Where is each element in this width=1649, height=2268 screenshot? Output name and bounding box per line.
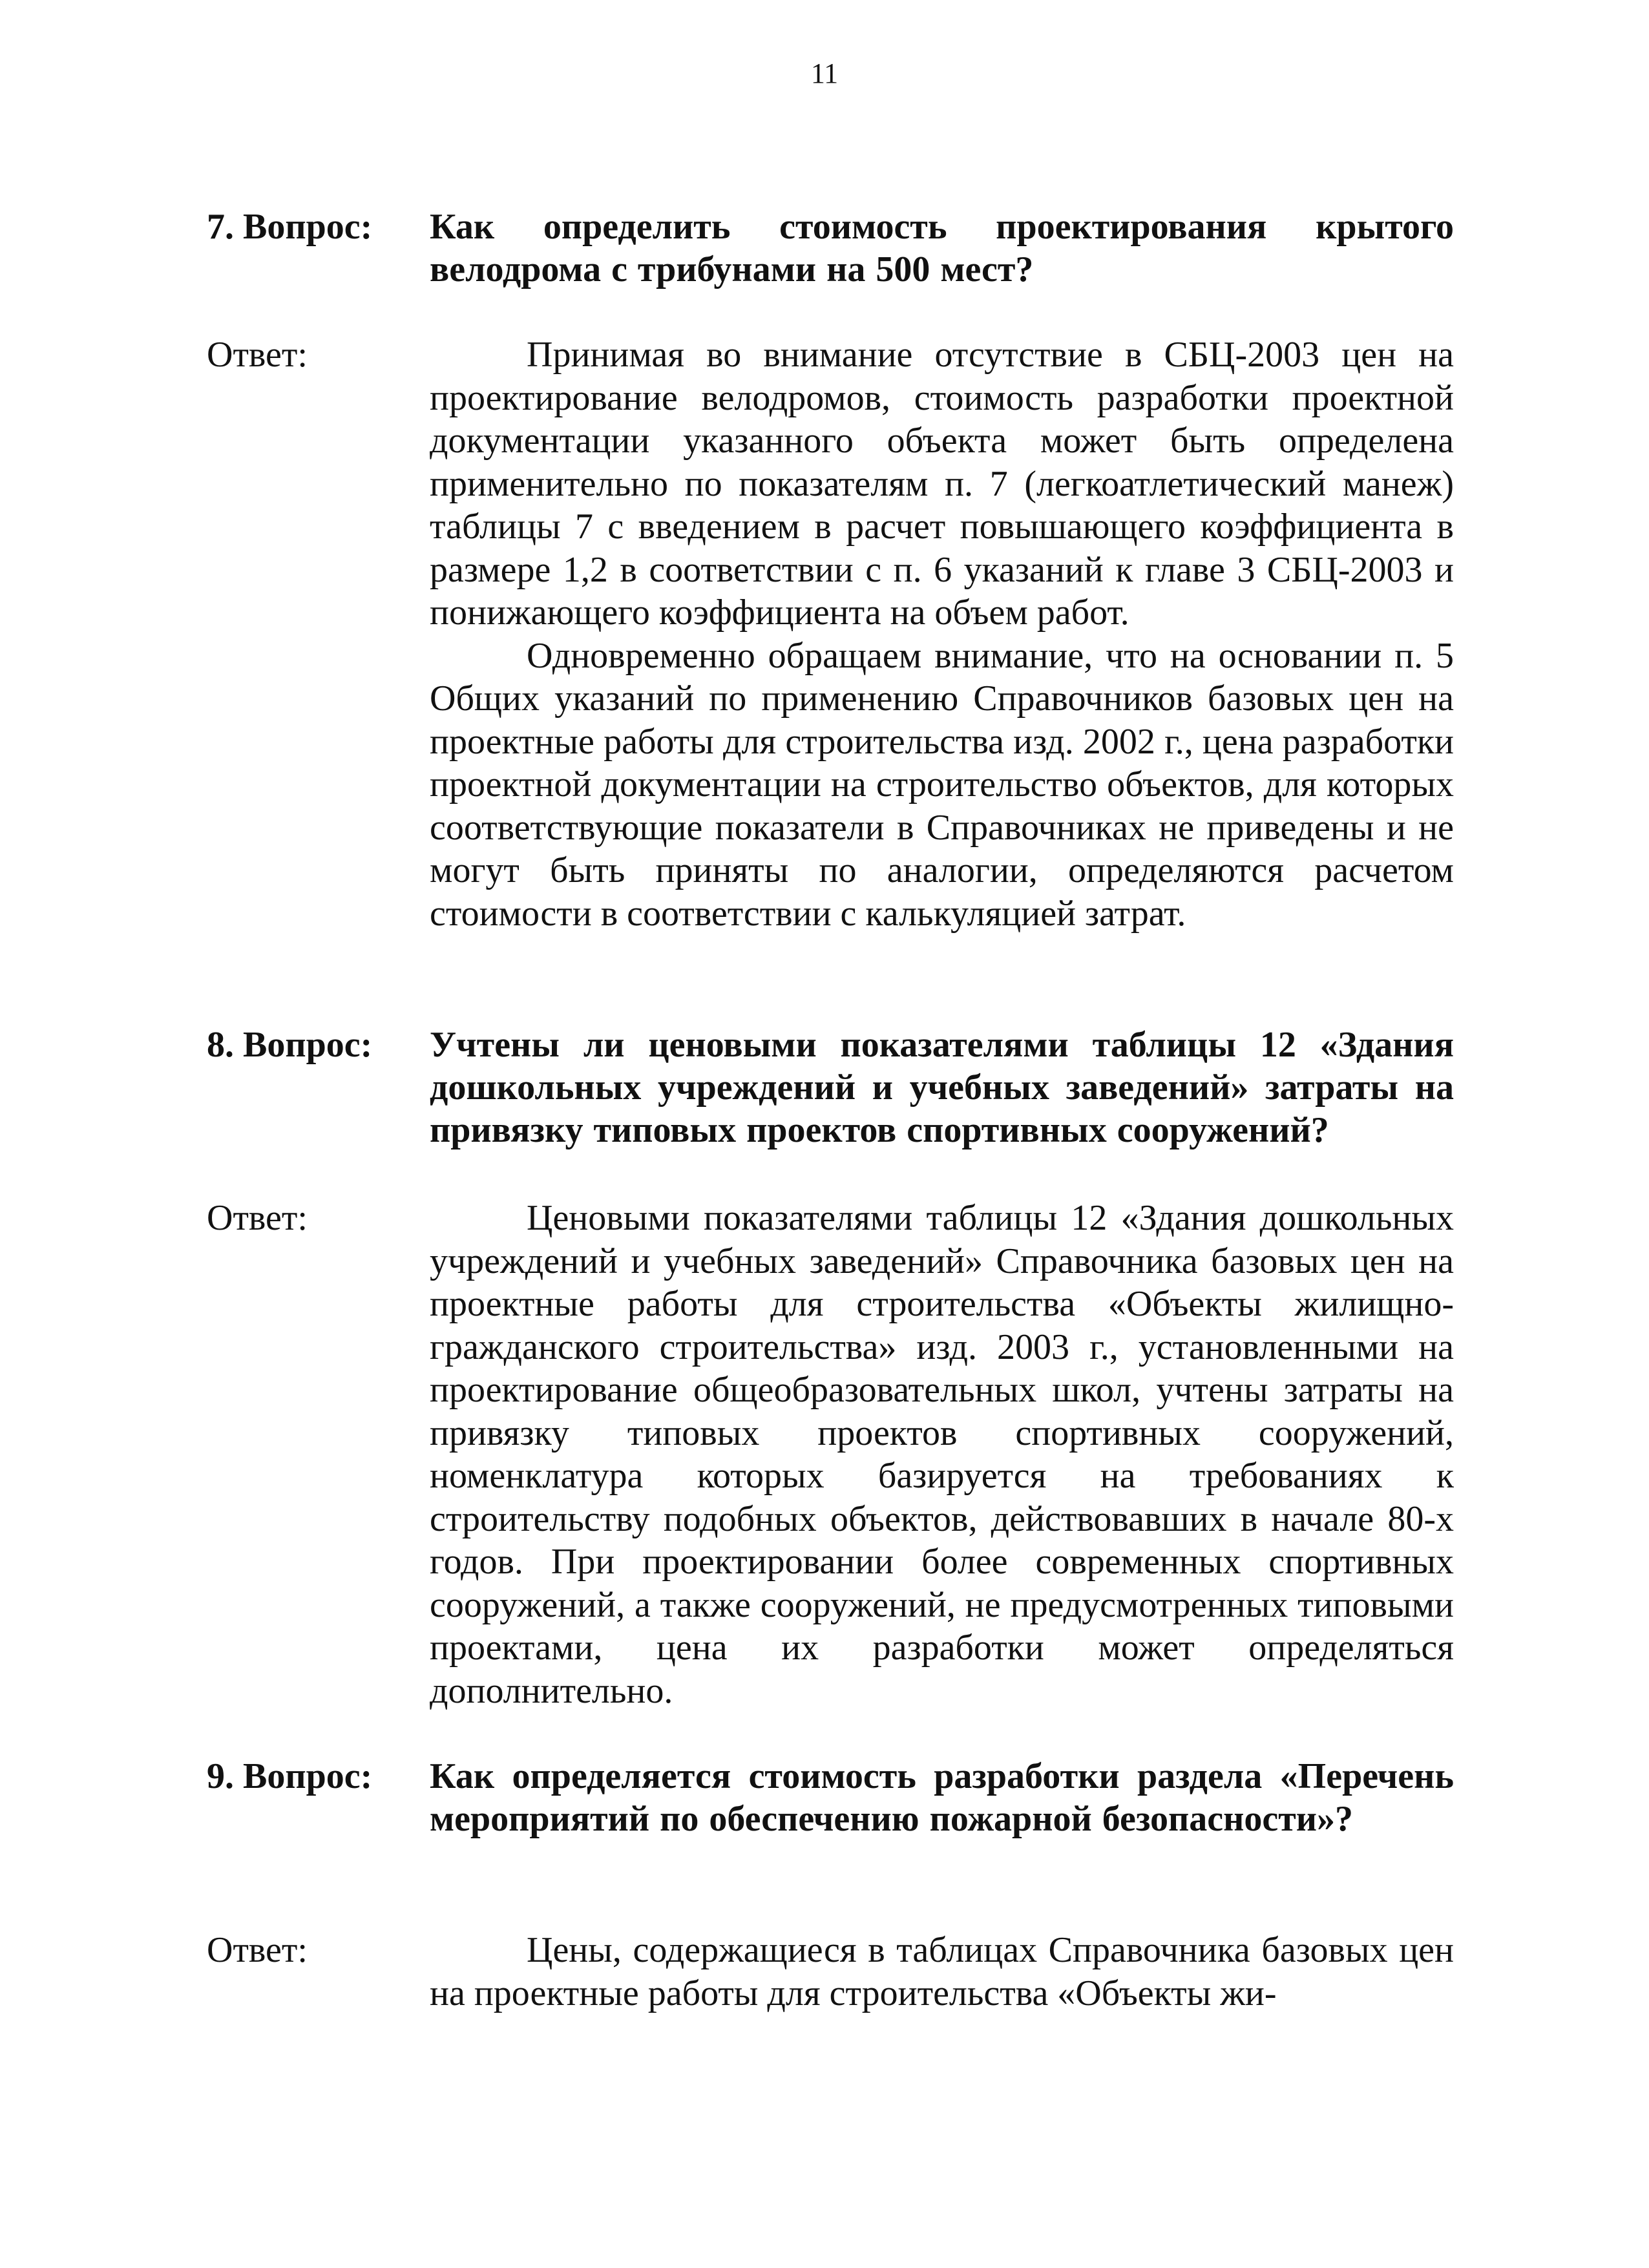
question-text: Учтены ли ценовыми показателями таблицы 12 «Здания дошкольных учреждений и учебных заведений» затраты на привязку типовых проектов спортивных сооружений? (430, 1025, 1454, 1150)
answer-item-9 (207, 1929, 1454, 2015)
answer-text (430, 1929, 1454, 2015)
answer-text (430, 1197, 1454, 1712)
question-text: Как определяется стоимость разработки раздела «Перечень мероприятий по обеспечению пожарной безопасности»? (430, 1756, 1454, 1839)
answer-paragraph: Ценовыми показателями таблицы 12 «Здания дошкольных учреждений и учебных заведений» Справочника базовых цен на проектные работы для строительства «Объекты жилищно-гражданского строительства» изд. 2003 г., установленными на проектирование общеобразовательных школ, учтены затраты на привязку типовых проектов спортивных сооружений, номенклатура которых базируется на требованиях к строительству подобных объектов, действовавших в начале 80-х годов. При проектировании более современных спортивных сооружений, а также сооружений, не предусмотренных типовыми проектами, цена их разработки может определяться дополнительно. (430, 1198, 1454, 1711)
qa-item-9 (207, 1755, 1454, 1840)
question-number-label: 7. Вопрос: (207, 207, 373, 247)
answer-paragraph: Принимая во внимание отсутствие в СБЦ-2003 цен на проектирование велодромов, стоимость разработки проектной документации указанного объекта может быть определена применительно по показателям п. 7 (легкоатлетический манеж) таблицы 7 с введением в расчет повышающего коэффициента в размере 1,2 в соответствии с п. 6 указаний к главе 3 СБЦ-2003 и понижающего коэффициента на объем работ. (430, 335, 1454, 633)
answer-paragraph: Одновременно обращаем внимание, что на основании п. 5 Общих указаний по применению Справочников базовых цен на проектные работы для строительства изд. 2002 г., цена разработки проектной документации на строительство объектов, для которых соответствующие показатели в Справочниках не приведены и не могут быть приняты по аналогии, определяются расчетом стоимости в соответствии с калькуляцией затрат. (430, 635, 1454, 934)
question-number-label: 9. Вопрос: (207, 1756, 373, 1796)
answer-row (207, 333, 1454, 935)
answer-row (207, 1929, 1454, 2015)
answer-label: Ответ: (207, 1930, 308, 1970)
question-row (207, 205, 1454, 291)
answer-label: Ответ: (207, 335, 308, 375)
answer-text (430, 333, 1454, 935)
answer-row (207, 1197, 1454, 1712)
page-number: 11 (810, 58, 839, 89)
answer-label: Ответ: (207, 1198, 308, 1238)
answer-item-8 (207, 1197, 1454, 1712)
qa-item-7 (207, 205, 1454, 291)
question-row (207, 1024, 1454, 1151)
question-text: Как определить стоимость проектирования крытого велодрома с трибунами на 500 мест? (430, 207, 1454, 289)
question-number-label: 8. Вопрос: (207, 1025, 373, 1065)
answer-paragraph: Цены, содержащиеся в таблицах Справочника базовых цен на проектные работы для строительства «Объекты жи- (430, 1930, 1454, 2013)
question-row (207, 1755, 1454, 1840)
answer-item-7 (207, 333, 1454, 935)
qa-item-8 (207, 1024, 1454, 1151)
